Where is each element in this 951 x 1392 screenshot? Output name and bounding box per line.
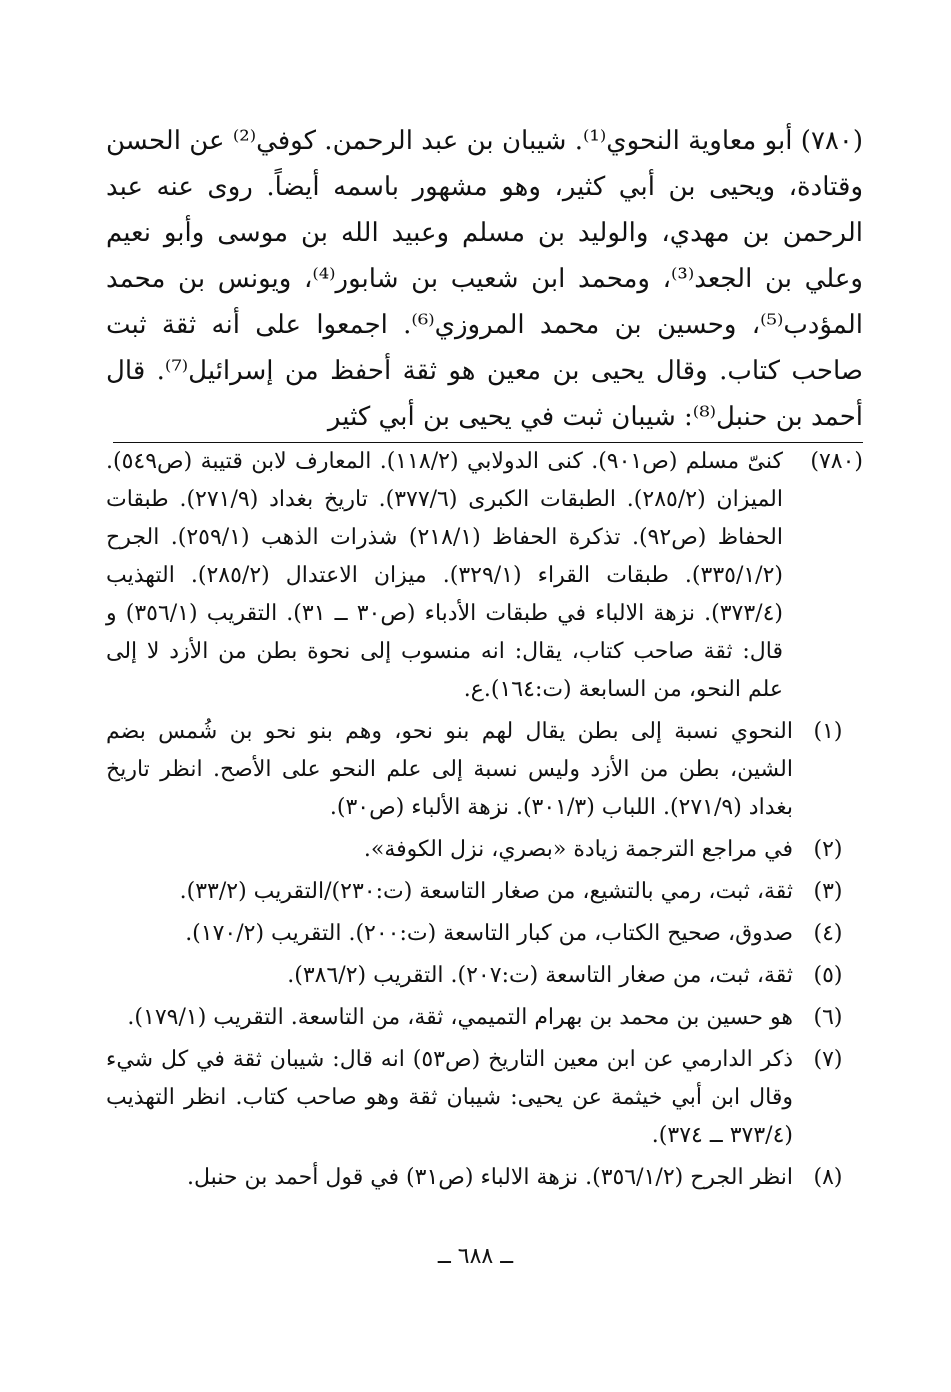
footnote-3 — [106, 873, 863, 911]
footnote-text: ثقة، ثبت، من صغار التاسعة (ت:٢٠٧). التقريب (٣٨٦/٢). — [287, 963, 793, 988]
footnote-6 — [106, 999, 863, 1037]
footnote-number: (٤) — [813, 921, 843, 946]
footnotes — [106, 443, 863, 1197]
page-number: ــ ٦٨٨ ــ — [437, 1244, 514, 1269]
footnote-text: انظر الجرح (٣٥٦/١/٢). نزهة الالباء (ص٣١) في قول أحمد بن حنبل. — [186, 1165, 793, 1190]
footnote-text: صدوق، صحيح الكتاب، من كبار التاسعة (ت:٢٠٠). التقريب (١٧٠/٢). — [185, 921, 793, 946]
footnote-text: ذكر الدارمي عن ابن معين التاريخ (ص٥٣) انه قال: شيبان ثقة في كل شيء وقال ابن أبي خيثمة عن يحيى: شيبان ثقة وهو صاحب كتاب. انظر التهذيب (٣٧٣/٤ ــ ٣٧٤). — [106, 1047, 794, 1148]
footnote-1 — [106, 713, 863, 827]
footnote-number: (٧) — [813, 1047, 843, 1072]
footnote-4 — [106, 915, 863, 953]
footnote-8 — [106, 1159, 863, 1197]
footnote-text: هو حسين بن محمد بن بهرام التميمي، ثقة، من التاسعة. التقريب (١٧٩/١). — [127, 1005, 793, 1030]
source-note-text: كنىّ مسلم (ص٩٠١). كنى الدولابي (١١٨/٢). المعارف لابن قتيبة (ص٥٤٩). الميزان (٢٨٥/٢). الطبقات الكبرى (٣٧٧/٦). تاريخ بغداد (٢٧١/٩). طبقات الحفاظ (ص٩٢). تذكرة الحفاظ (٢١٨/١) شذرات الذهب (٢٥٩/١). الجرح (٣٣٥/١/٢). طبقات القراء (٣٢٩/١). ميزان الاعتدال (٢٨٥/٢). التهذيب (٣٧٣/٤). نزهة الالباء في طبقات الأدباء (ص٣٠ ــ ٣١). التقريب (٣٥٦/١) و قال: ثقة صاحب كتاب، يقال: انه منسوب إلى نحوة بطن من الأزد لا إلى علم النحو، من السابعة (ت:١٦٤).ع. — [106, 449, 783, 702]
footnote-number: (٨) — [813, 1165, 843, 1190]
source-note — [106, 443, 863, 709]
footnote-2 — [106, 831, 863, 869]
footnote-5 — [106, 957, 863, 995]
entry-text: (٧٨٠) أبو معاوية النحوي⁽¹⁾. شيبان بن عبد الرحمن. كوفي⁽²⁾ عن الحسن وقتادة، ويحيى بن أبي كثير، وهو مشهور باسمه أيضاً. روى عنه عبد الرحمن بن مهدي، والوليد بن مسلم وعبيد الله بن موسى وأبو نعيم وعلي بن الجعد⁽³⁾، ومحمد ابن شعيب بن شابور⁽⁴⁾، ويونس بن محمد المؤدب⁽⁵⁾، وحسين بن محمد المروزي⁽⁶⁾. اجمعوا على أنه ثقة ثبت صاحب كتاب. وقال يحيى بن معين هو ثقة أحفظ من إسرائيل⁽⁷⁾. قال أحمد بن حنبل⁽⁸⁾: شيبان ثبت في يحيى بن أبي كثير — [106, 126, 863, 432]
source-note-number: (٧٨٠) — [810, 449, 863, 474]
footnote-number: (١) — [813, 719, 843, 744]
footnote-number: (٥) — [813, 963, 843, 988]
footnote-number: (٦) — [813, 1005, 843, 1030]
footnote-text: النحوي نسبة إلى بطن يقال لهم بنو نحو، وهم بنو نحو بن شُمس بضم الشين، بطن من الأزد وليس نسبة إلى علم النحو على الأصح. انظر تاريخ بغداد (٢٧١/٩). اللباب (٣٠١/٣). نزهة الألباء (ص٣٠). — [106, 719, 793, 820]
footnote-number: (٢) — [813, 837, 843, 862]
footnote-7 — [106, 1041, 863, 1155]
footnote-text: في مراجع الترجمة زيادة «بصري، نزل الكوفة». — [363, 837, 793, 862]
footnote-number: (٣) — [813, 879, 843, 904]
footnote-text: ثقة، ثبت، رمي بالتشيع، من صغار التاسعة (ت:٢٣٠)/التقريب (٣٣/٢). — [179, 879, 793, 904]
